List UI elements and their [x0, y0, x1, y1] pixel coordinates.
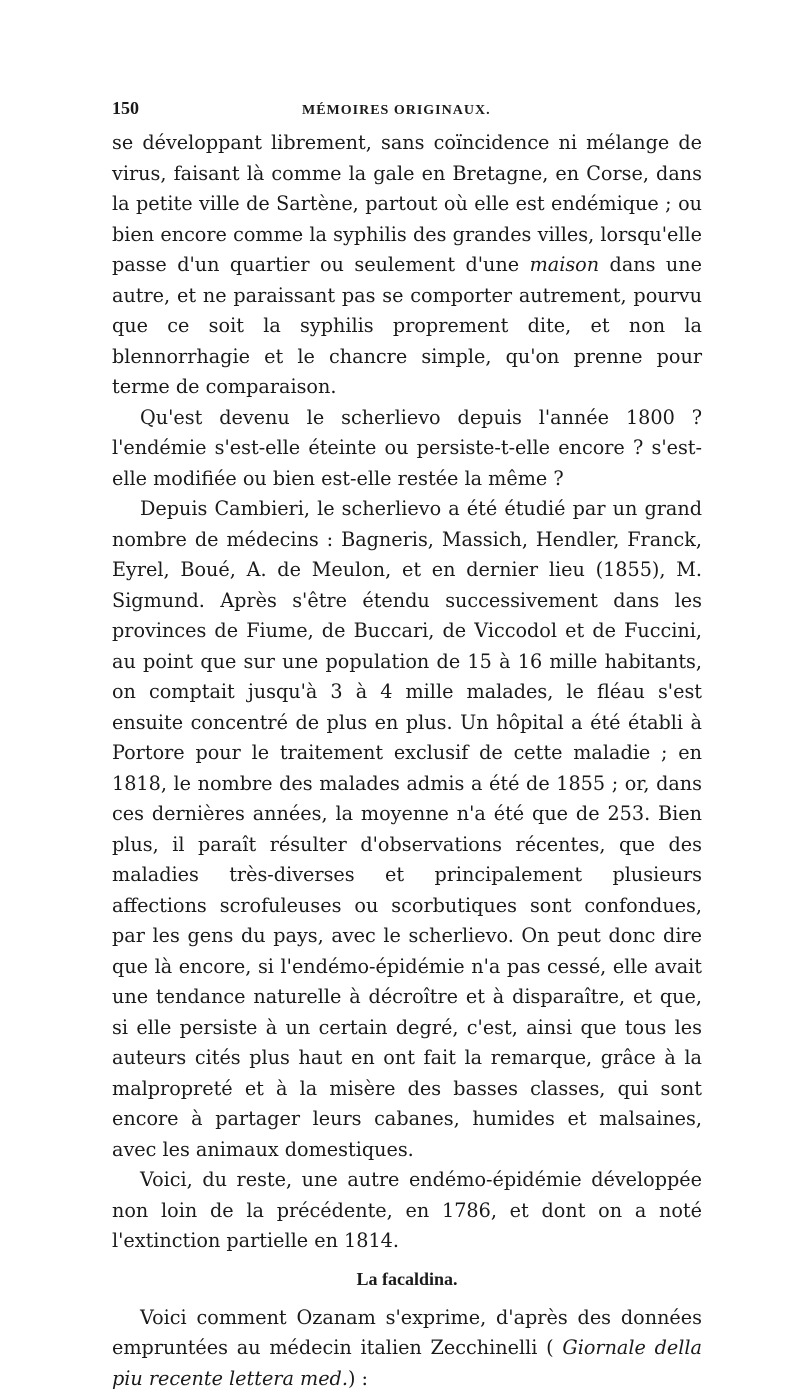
running-title: MÉMOIRES ORIGINAUX.	[302, 103, 491, 119]
running-head	[112, 98, 702, 122]
paragraph-continuation	[112, 128, 702, 403]
paragraph-text: dans une autre, et ne paraissant pas se comporter autrement, pourvu que ce soit la syphilis proprement dite, et non la blennorrhagie et le chancre simple, qu'on prenne pour terme de comparaison.	[112, 253, 702, 398]
paragraph-text: se développant librement, sans coïncidence ni mélange de virus, faisant là comme la gale en Bretagne, en Corse, dans la petite ville de Sartène, partout où elle est endémique ; ou bien encore comme la syphilis des grandes villes, lorsqu'elle passe d'un quartier ou seulement d'une	[112, 131, 702, 276]
body-text	[112, 128, 702, 1394]
paragraph-text: ) :	[348, 1367, 368, 1390]
journal-title: Giornale della piu recente lettera med.	[112, 1336, 702, 1390]
paragraph-transition: Voici, du reste, une autre endémo-épidémie développée non loin de la précédente, en 1786, et dont on a noté l'extinction partielle en 1814.	[112, 1165, 702, 1257]
paragraph-text: Voici comment Ozanam s'exprime, d'après des données empruntées au médecin italien Zecchinelli (	[112, 1306, 702, 1360]
section-heading: La facaldina.	[112, 1261, 702, 1297]
italic-word: maison	[530, 253, 600, 276]
paragraph-history: Depuis Cambieri, le scherlievo a été étudié par un grand nombre de médecins : Bagneris, Massich, Hendler, Franck, Eyrel, Boué, A. de Meulon, et en dernier lieu (1855), M. Sigmund. Après s'être étendu successivement dans les provinces de Fiume, de Buccari, de Viccodol et de Fuccini, au point que sur une population de 15 à 16 mille habitants, on comptait jusqu'à 3 à 4 mille malades, le fléau s'est ensuite concentré de plus en plus. Un hôpital a été établi à Portore pour le traitement exclusif de cette maladie ; en 1818, le nombre des malades admis a été de 1855 ; or, dans ces dernières années, la moyenne n'a été que de 253. Bien plus, il paraît résulter d'observations récentes, que des maladies très-diverses et principalement plusieurs affections scrofuleuses ou scorbutiques sont confondues, par les gens du pays, avec le scherlievo. On peut donc dire que là encore, si l'endémo-épidémie n'a pas cessé, elle avait une tendance naturelle à décroître et à disparaître, et que, si elle persiste à un certain degré, c'est, ainsi que tous les auteurs cités plus haut en ont fait la remarque, grâce à la malpropreté et à la misère des basses classes, qui sont encore à partager leurs cabanes, humides et malsaines, avec les animaux domestiques.	[112, 494, 702, 1165]
page-number: 150	[112, 98, 302, 119]
paragraph-question: Qu'est devenu le scherlievo depuis l'année 1800 ? l'endémie s'est-elle éteinte ou persiste-t-elle encore ? s'est-elle modifiée ou bien est-elle restée la même ?	[112, 403, 702, 495]
book-page	[112, 98, 702, 1394]
paragraph-citation	[112, 1303, 702, 1394]
